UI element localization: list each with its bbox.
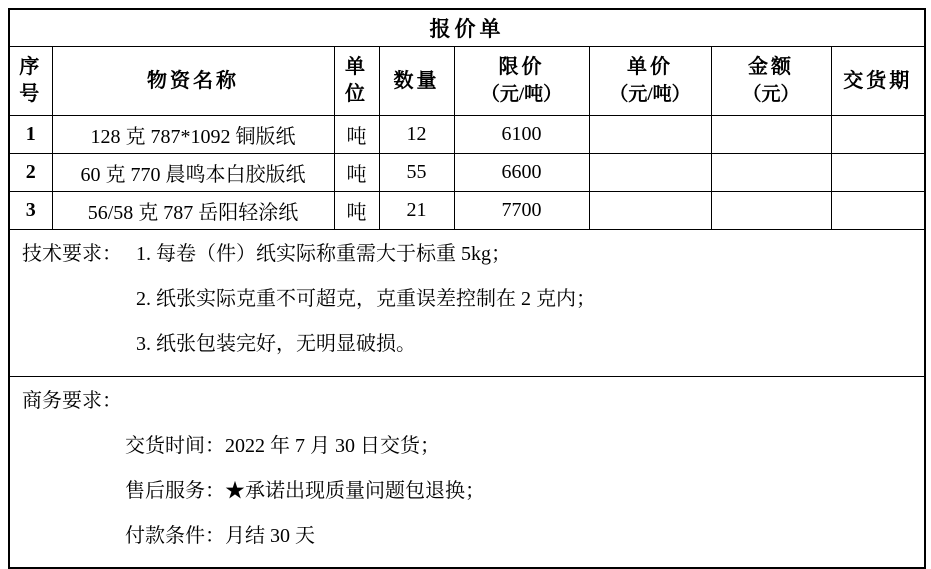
- table-row: [9, 116, 925, 154]
- col-header-material-name-label: 物资名称: [147, 69, 239, 92]
- col-header-amount: [711, 47, 831, 116]
- row2-material-name: 60 克 770 晨鸣本白胶版纸: [52, 154, 334, 192]
- table-row: [9, 154, 925, 192]
- technical-requirement-item-1: 1. 每卷（件）纸实际称重需大于标重 5kg；: [136, 243, 511, 265]
- col-header-unit-price-unit: （元/吨）: [609, 84, 691, 105]
- technical-requirements-row: [9, 230, 925, 377]
- commercial-requirements-row: [9, 377, 925, 569]
- row1-seq: 1: [9, 116, 52, 154]
- table-row: [9, 192, 925, 230]
- col-header-amount-label: 金额: [748, 56, 794, 78]
- title-row: [9, 9, 925, 47]
- col-header-seq-label: 序号: [19, 56, 43, 105]
- col-header-limit-price: [454, 47, 589, 116]
- row2-limit-price: 6600: [454, 154, 589, 192]
- row3-amount-input-cell[interactable]: [711, 192, 831, 230]
- row2-seq: 2: [9, 154, 52, 192]
- row2-amount-input-cell[interactable]: [711, 154, 831, 192]
- row2-quantity: 55: [379, 154, 454, 192]
- col-header-quantity: [379, 47, 454, 116]
- col-header-quantity-label: 数量: [393, 69, 440, 92]
- col-header-material-name: [52, 47, 334, 116]
- technical-requirements: [9, 230, 925, 377]
- row1-quantity: 12: [379, 116, 454, 154]
- commercial-requirement-delivery-time: 交货时间：2022 年 7 月 30 日交货；: [125, 435, 440, 457]
- row1-unit: 吨: [334, 116, 379, 154]
- technical-requirements-label: 技术要求：: [22, 243, 122, 265]
- technical-requirement-item-2: 2. 纸张实际克重不可超克，克重误差控制在 2 克内；: [136, 288, 596, 310]
- row3-unit-price-input-cell[interactable]: [589, 192, 711, 230]
- col-header-delivery-period-label: 交货期: [843, 69, 913, 92]
- row1-material-name: 128 克 787*1092 铜版纸: [52, 116, 334, 154]
- commercial-requirements-label: 商务要求：: [22, 390, 122, 412]
- row3-unit: 吨: [334, 192, 379, 230]
- row2-unit: 吨: [334, 154, 379, 192]
- commercial-requirement-payment-terms: 付款条件：月结 30 天: [125, 525, 315, 547]
- row3-delivery-input-cell[interactable]: [831, 192, 925, 230]
- col-header-unit-price: [589, 47, 711, 116]
- row3-quantity: 21: [379, 192, 454, 230]
- row3-material-name: 56/58 克 787 岳阳轻涂纸: [52, 192, 334, 230]
- col-header-unit: [334, 47, 379, 116]
- document-title: 报价单: [9, 9, 925, 47]
- technical-requirement-item-3: 3. 纸张包装完好，无明显破损。: [136, 333, 416, 355]
- col-header-limit-price-unit: （元/吨）: [480, 84, 563, 105]
- row2-delivery-input-cell[interactable]: [831, 154, 925, 192]
- col-header-seq: [9, 47, 52, 116]
- col-header-delivery-period: [831, 47, 925, 116]
- table-header-row: [9, 47, 925, 116]
- col-header-limit-price-label: 限价: [498, 56, 545, 78]
- row1-amount-input-cell[interactable]: [711, 116, 831, 154]
- col-header-unit-price-label: 单价: [627, 56, 673, 78]
- commercial-requirement-after-sales: 售后服务：★承诺出现质量问题包退换；: [125, 480, 485, 502]
- row1-limit-price: 6100: [454, 116, 589, 154]
- quotation-table: [8, 8, 926, 569]
- row3-limit-price: 7700: [454, 192, 589, 230]
- quotation-document: [8, 8, 926, 569]
- row1-unit-price-input-cell[interactable]: [589, 116, 711, 154]
- col-header-amount-unit: （元）: [742, 84, 800, 105]
- row2-unit-price-input-cell[interactable]: [589, 154, 711, 192]
- commercial-requirements: [9, 377, 925, 569]
- col-header-unit-label: 单位: [345, 56, 368, 105]
- row1-delivery-input-cell[interactable]: [831, 116, 925, 154]
- row3-seq: 3: [9, 192, 52, 230]
